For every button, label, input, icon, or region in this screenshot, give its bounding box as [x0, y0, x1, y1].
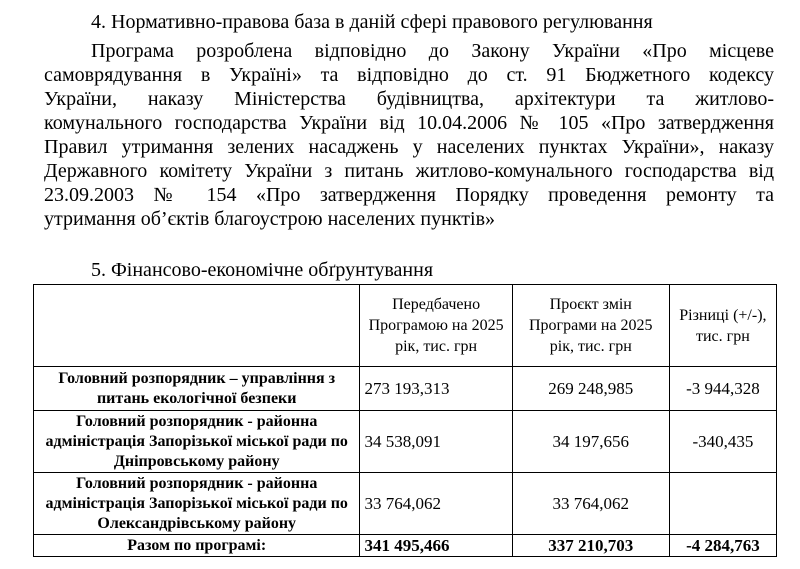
table-row [34, 473, 777, 535]
row-difference [669, 473, 776, 535]
financial-table [33, 284, 777, 557]
row-name: Головний розпорядник – управління з питань екологічної безпеки [34, 367, 360, 411]
header-project: Проєкт змін Програми на 2025 рік, тис. грн [512, 285, 669, 367]
row-name: Головний розпорядник - районна адміністрація Запорізької міської ради по Олександрівському району [34, 473, 360, 535]
section-4-line-6: Державного комітету України з питань житлово-комунального господарства від [44, 160, 774, 182]
table-row [34, 367, 777, 411]
row-planned: 273 193,313 [360, 367, 512, 411]
section-4-line-3: України, наказу Міністерства будівництва, архітектури та житлово- [44, 88, 774, 110]
row-project: 269 248,985 [512, 367, 669, 411]
header-difference: Різниці (+/-), тис. грн [669, 285, 776, 367]
header-planned: Передбачено Програмою на 2025 рік, тис. грн [360, 285, 512, 367]
table-header-row [34, 285, 777, 367]
section-4-line-7: 23.09.2003 № 154 «Про затвердження Порядку проведення ремонту та [44, 184, 774, 206]
section-4-line-8: утримання об’єктів благоустрою населених пунктів» [44, 208, 496, 230]
section-5-heading: 5. Фінансово-економічне обґрунтування [91, 259, 434, 281]
section-4-line-4: комунального господарства України від 10.04.2006 № 105 «Про затвердження [44, 112, 774, 134]
section-4-line-1: Програма розроблена відповідно до Закону України «Про місцеве [91, 40, 774, 62]
table-row [34, 411, 777, 473]
total-project: 337 210,703 [512, 535, 669, 557]
row-planned: 34 538,091 [360, 411, 512, 473]
total-planned: 341 495,466 [360, 535, 512, 557]
total-label: Разом по програмі: [34, 535, 360, 557]
row-planned: 33 764,062 [360, 473, 512, 535]
row-name: Головний розпорядник - районна адміністрація Запорізької міської ради по Дніпровському району [34, 411, 360, 473]
section-4-line-2: самоврядування в Україні» та відповідно до ст. 91 Бюджетного кодексу [44, 64, 774, 86]
row-difference: -3 944,328 [669, 367, 776, 411]
table-total-row [34, 535, 777, 557]
section-4-heading: 4. Нормативно-правова база в даній сфері правового регулювання [91, 11, 653, 33]
row-difference: -340,435 [669, 411, 776, 473]
row-project: 33 764,062 [512, 473, 669, 535]
section-4-line-5: Правил утримання зелених насаджень у населених пунктах України», наказу [44, 136, 774, 158]
total-difference: -4 284,763 [669, 535, 776, 557]
header-empty-cell [34, 285, 360, 367]
row-project: 34 197,656 [512, 411, 669, 473]
